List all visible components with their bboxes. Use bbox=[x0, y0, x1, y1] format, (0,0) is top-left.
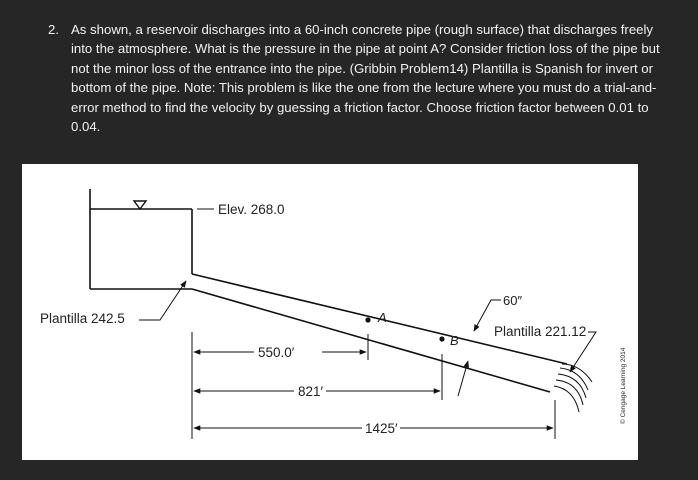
copyright-text: © Cengage Learning 2014 bbox=[620, 347, 627, 424]
pipe-diameter-label: 60″ bbox=[503, 293, 523, 308]
problem-number: 2. bbox=[48, 22, 59, 37]
water-surface-icon bbox=[134, 201, 146, 209]
dim-1425-label: 1425′ bbox=[365, 421, 398, 436]
point-a-label: A bbox=[378, 310, 387, 325]
pipe-diagram-svg bbox=[22, 164, 638, 460]
discharge-jet-icon bbox=[554, 364, 592, 412]
point-b-label: B bbox=[450, 333, 459, 348]
invert-downstream-label: Plantilla 221.12 bbox=[494, 324, 587, 339]
problem-text: As shown, a reservoir discharges into a 60-inch concrete pipe (rough surface) that discharges freely into the atmosphere. What is the pressure in the pipe at point A? Consider friction loss of the pipe but not the minor loss of the entrance into the pipe. (Gribbin Problem14) Plantilla is Spanish for invert or bottom of the pipe. Note: This problem is like the one from the lecture where you must do a trial-and-error method to find the velocity by guessing a friction factor. Choose friction factor between 0.01 to 0.04. bbox=[71, 22, 660, 135]
reservoir bbox=[90, 189, 192, 289]
point-b-dot bbox=[439, 336, 444, 341]
pipe-diagram bbox=[22, 164, 638, 460]
dim-821-label: 821′ bbox=[298, 384, 324, 399]
problem-statement bbox=[48, 20, 668, 136]
dim-550-label: 550.0′ bbox=[258, 345, 295, 360]
invert-upstream-label: Plantilla 242.5 bbox=[40, 311, 125, 326]
point-a-dot bbox=[365, 317, 370, 322]
invert-upstream-leader bbox=[139, 281, 186, 320]
elevation-label: Elev. 268.0 bbox=[218, 202, 285, 217]
